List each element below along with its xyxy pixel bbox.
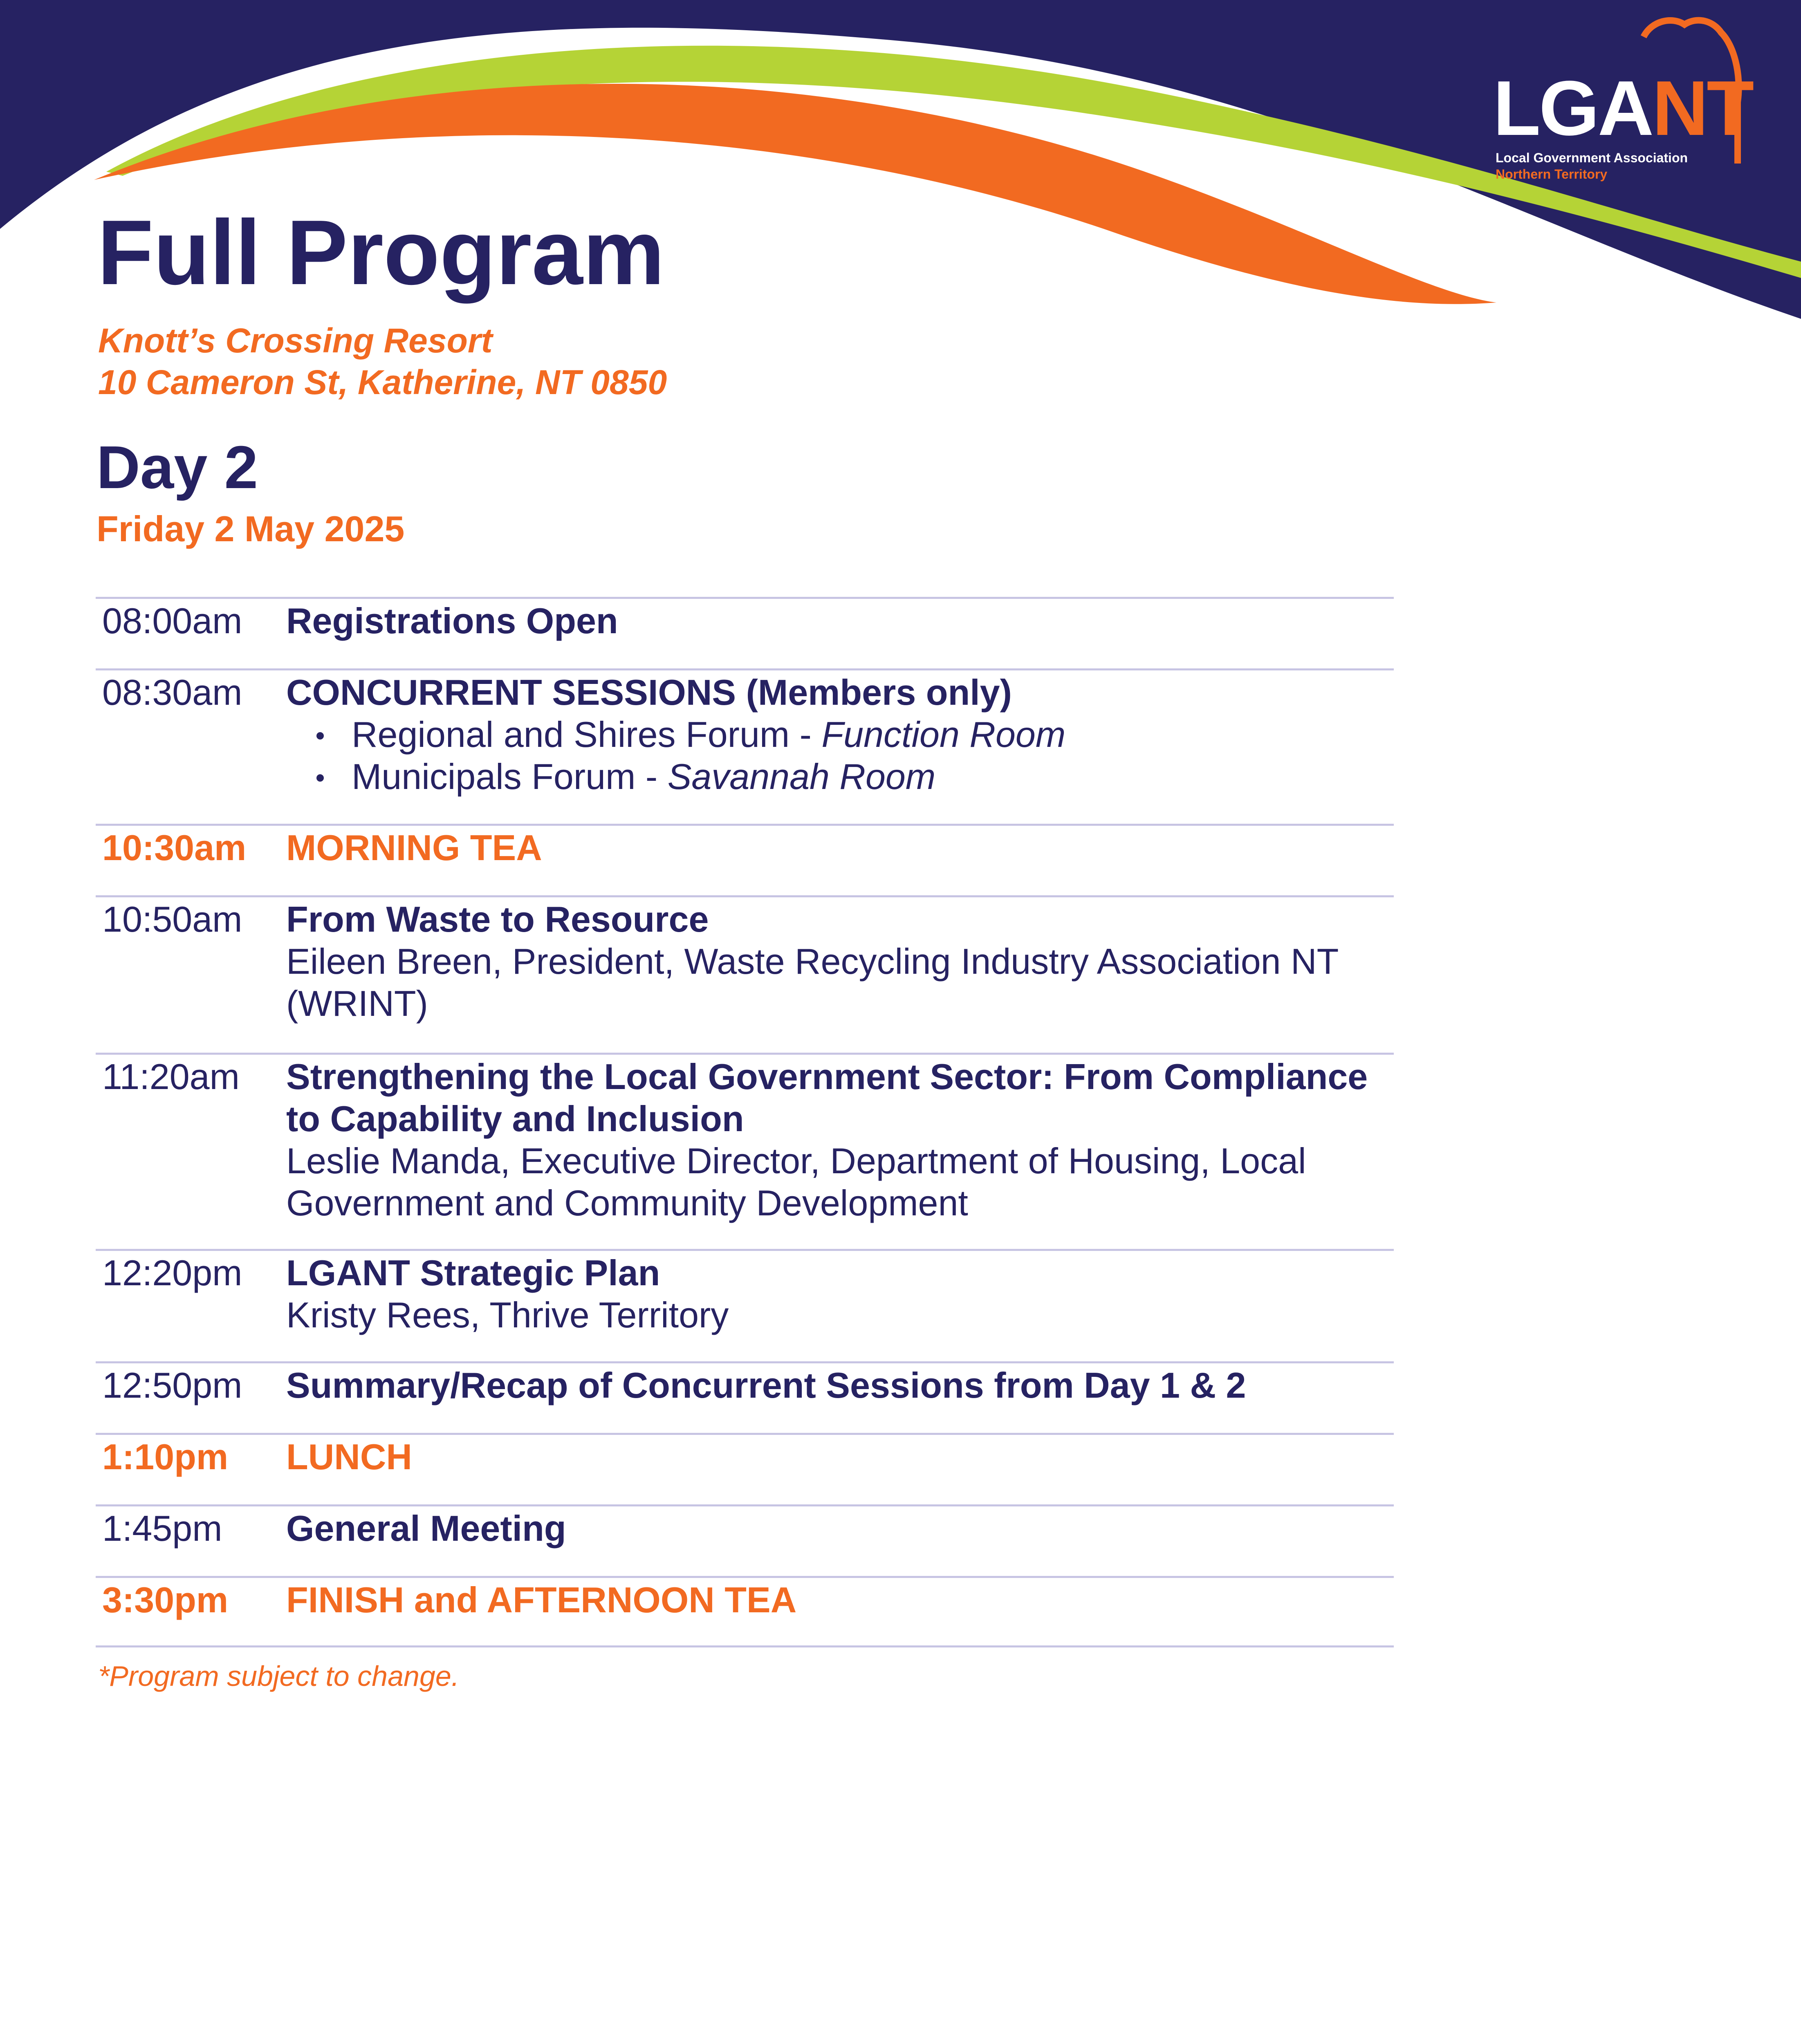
- day-date: Friday 2 May 2025: [96, 509, 405, 549]
- program-title: LUNCH: [286, 1437, 412, 1477]
- venue-address: 10 Cameron St, Katherine, NT 0850: [98, 363, 667, 401]
- program-detail: [286, 600, 1394, 668]
- program-time: 12:20pm: [102, 1253, 242, 1293]
- program-title: FINISH and AFTERNOON TEA: [286, 1580, 797, 1620]
- venue-block: [98, 320, 667, 403]
- session-item: [352, 755, 1394, 798]
- program-speaker: Eileen Breen, President, Waste Recycling Industry Association NT (WRINT): [286, 941, 1338, 1024]
- program-detail: [286, 1507, 1394, 1576]
- program-footnote: *Program subject to change.: [98, 1660, 460, 1692]
- logo-wordmark: [1493, 65, 1753, 152]
- session-list: [286, 713, 1394, 798]
- program-time: 1:45pm: [102, 1508, 222, 1549]
- logo-region: Northern Territory: [1496, 167, 1608, 182]
- program-time: 10:50am: [102, 899, 242, 939]
- program-detail: [286, 671, 1394, 824]
- program-time: 11:20am: [102, 1056, 240, 1097]
- session-room: Function Room: [821, 714, 1066, 755]
- session-name: Municipals Forum -: [352, 756, 668, 797]
- logo-tagline: Local Government Association: [1496, 150, 1688, 165]
- program-time: 1:10pm: [102, 1437, 229, 1477]
- program-row: [96, 1249, 1394, 1361]
- program-detail: [286, 898, 1394, 1053]
- program-title: Strengthening the Local Government Sector: From Compliance to Capability and Inclusion: [286, 1056, 1368, 1139]
- program-detail: [286, 1436, 1394, 1504]
- program-speaker: Kristy Rees, Thrive Territory: [286, 1295, 729, 1335]
- program-title: CONCURRENT SESSIONS (Members only): [286, 672, 1012, 713]
- program-row: [96, 1053, 1394, 1249]
- program-detail: [286, 1364, 1394, 1433]
- session-item: [352, 713, 1394, 755]
- program-row: [96, 1433, 1394, 1504]
- program-detail: [286, 1252, 1394, 1361]
- program-row: [96, 1361, 1394, 1433]
- logo-wordmark-lga: LGA: [1493, 65, 1653, 152]
- program-table: [96, 597, 1394, 1647]
- logo-wordmark-nt: NT: [1652, 65, 1753, 152]
- program-speaker: Leslie Manda, Executive Director, Department of Housing, Local Government and Community Development: [286, 1141, 1306, 1223]
- program-title: General Meeting: [286, 1508, 566, 1549]
- program-time: 08:00am: [102, 601, 242, 641]
- program-title: LGANT Strategic Plan: [286, 1253, 660, 1293]
- program-row: [96, 668, 1394, 824]
- program-detail: [286, 1056, 1394, 1249]
- program-detail: [286, 1579, 1394, 1645]
- program-title: Summary/Recap of Concurrent Sessions from Day 1 & 2: [286, 1365, 1246, 1405]
- session-name: Regional and Shires Forum -: [352, 714, 822, 755]
- program-time: 3:30pm: [102, 1580, 229, 1620]
- program-time: 12:50pm: [102, 1365, 242, 1405]
- program-title: MORNING TEA: [286, 827, 542, 868]
- day-heading: Day 2: [96, 434, 258, 501]
- venue-name: Knott’s Crossing Resort: [98, 321, 493, 360]
- program-time: 08:30am: [102, 672, 242, 713]
- program-detail: [286, 827, 1394, 895]
- program-time: 10:30am: [102, 827, 247, 868]
- program-row: [96, 824, 1394, 895]
- program-row: [96, 597, 1394, 668]
- program-title: From Waste to Resource: [286, 899, 709, 939]
- page-title: Full Program: [97, 201, 665, 304]
- program-row: [96, 1504, 1394, 1576]
- program-row: [96, 1576, 1394, 1647]
- program-title: Registrations Open: [286, 601, 618, 641]
- program-row: [96, 895, 1394, 1053]
- lgant-logo: [1488, 8, 1753, 188]
- session-room: Savannah Room: [667, 756, 936, 797]
